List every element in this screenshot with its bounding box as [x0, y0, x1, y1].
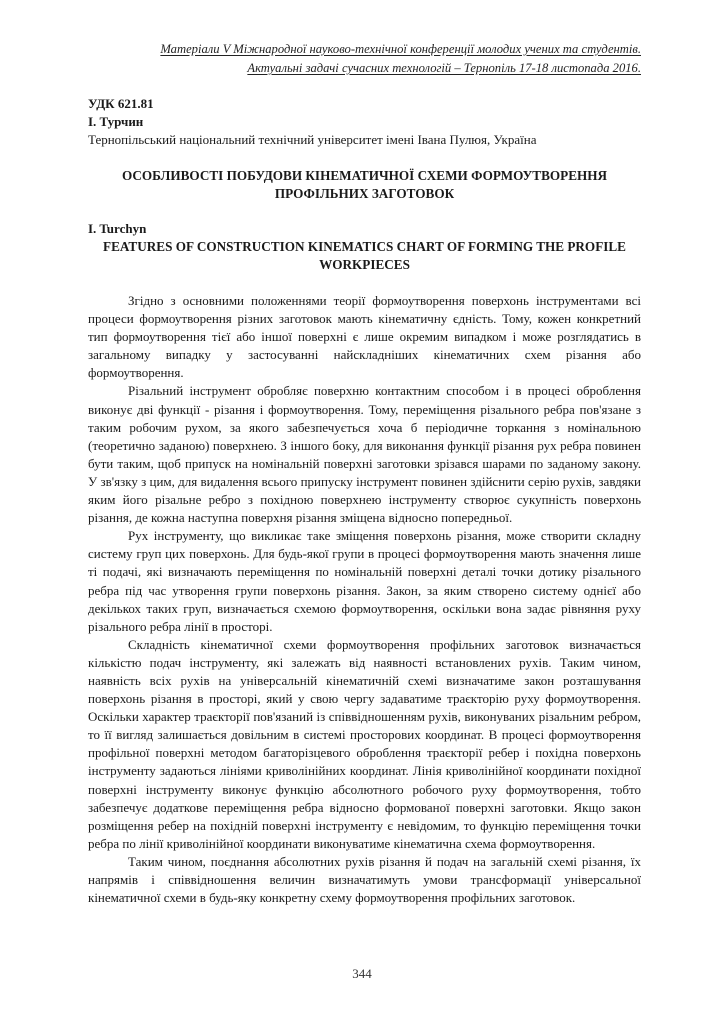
body-paragraph: Різальний інструмент обробляє поверхню контактним способом і в процесі оброблення виконує дві функції - різання і формоутворення. Тому, переміщення різального ребра пов'язане з таким робочим рухом, за якого забезпечується хоча б періодичне торкання з номінальною (теоретично заданою) поверхнею. З іншого боку, для виконання функції різання рух ребра повинен бути таким, щоб припуск на номінальній поверхні заготовки зрізався шарами по заданому закону. У зв'язку з цим, для видалення всього припуску інструмент повинен здійснити серію рухів, завдяки яким його різальне ребро з похідною поверхнею інструменту створює сукупність поверхонь різання, де кожна наступна поверхня різання зміщена відносно попередньої. [88, 383, 641, 526]
article-meta [88, 95, 641, 149]
english-block [88, 220, 641, 274]
body-paragraph: Згідно з основними положеннями теорії формоутворення поверхонь інструментами всі процеси формоутворення різних заготовок мають кінематичну єдність. Тому, кожен конкретний тип формоутворення тієї або іншої поверхні є лише окремим випадком і може розглядатись в загальному випадку у застосуванні найскладніших кінематичних схем різання або формоутворення. [88, 293, 641, 381]
running-header [88, 40, 641, 78]
body-paragraph: Складність кінематичної схеми формоутворення профільних заготовок визначається кількістю подач інструменту, які залежать від наявності встановлених рухів. Таким чином, наявність всіх рухів на універсальній кінематичній схемі визначатиме закон розташування поверхонь різання в просторі, який у свою чергу задаватиме траєкторію руху формоутворення. Оскільки характер траєкторії пов'язаний із співвідношенням рухів, виконуваних різальним ребром, то її вигляд залишається довільним в системі просторових координат. В процесі формоутворення профільної поверхні методом багаторізцевого оброблення траєкторії ребер і похідна поверхонь інструменту задаються лініями криволінійних координат. Лінія криволінійної координати похідної поверхні інструменту виконує функцію абсолютного робочого руху формоутворення, тобто забезпечує додаткове переміщення ребра відносно формованої поверхні заготовки. Якщо закон розміщення ребер на похідній поверхні інструменту є невідомим, то функцію переміщення точки ребра по лінії криволінійної координати виконуватиме кінематична схема формоутворення. [88, 636, 641, 851]
running-header-line-2: Актуальні задачі сучасних технологій – Тернопіль 17-18 листопада 2016. [247, 61, 641, 75]
udk-code: УДК 621.81 [88, 96, 154, 111]
body-paragraph: Таким чином, поєднання абсолютних рухів різання й подач на загальній схемі різання, їх напрямів і співвідношення величин визначатимуть умови трансформації універсальної кінематичної схеми в будь-яку конкретну схему формоутворення профільних заготовок. [88, 853, 641, 906]
title-en: FEATURES OF CONSTRUCTION KINEMATICS CHART OF FORMING THE PROFILE WORKPIECES [103, 239, 626, 272]
article-body [88, 292, 641, 907]
body-paragraph: Рух інструменту, що викликає таке зміщення поверхонь різання, може створити складну систему груп цих поверхонь. Для будь-якої групи в процесі формоутворення мають значення лише ті подачі, які визначають переміщення по номінальній поверхні деталі точки дотику різального ребра під час утворення групи поверхонь різання. Закон, за яким створено систему однієї або декількох таких груп, визначається схемою формоутворення, оскільки вона задає рівняння руху різального ребра лінії в просторі. [88, 528, 641, 634]
affiliation: Тернопільський національний технічний університет імені Івана Пулюя, Україна [88, 132, 537, 147]
running-header-line-1: Матеріали V Міжнародної науково-технічної конференції молодих учених та студентів. [160, 42, 641, 56]
author-en: I. Turchyn [88, 221, 147, 236]
paper-page [88, 40, 641, 907]
author-ua: І. Турчин [88, 114, 144, 129]
page-number: 344 [352, 966, 372, 981]
title-ua: ОСОБЛИВОСТІ ПОБУДОВИ КІНЕМАТИЧНОЇ СХЕМИ ФОРМОУТВОРЕННЯ ПРОФІЛЬНИХ ЗАГОТОВОК [121, 168, 608, 201]
